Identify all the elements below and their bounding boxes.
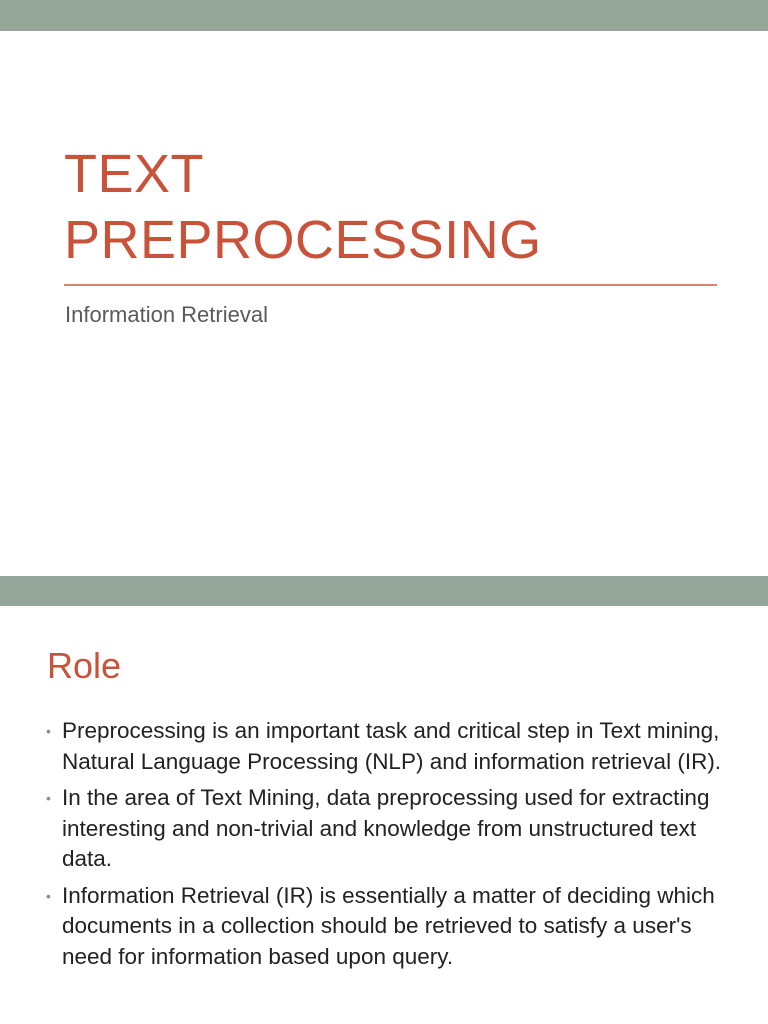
bullet-text: Information Retrieval (IR) is essentially a matter of deciding which documents in a collection should be retrieved to satisfy a user's need for information based upon query. [62,882,715,969]
slide-subtitle: Information Retrieval [65,302,268,327]
slide-separator-top [0,0,768,31]
slide-heading: Role [47,645,122,686]
slide-title-heading [64,141,542,273]
bullet-dot-icon: • [46,723,51,739]
bullet-item [46,881,736,973]
bullet-list [46,716,736,978]
title-line-1: TEXT [64,144,205,204]
bullet-dot-icon: • [46,887,51,904]
bullet-dot-icon: • [46,790,51,806]
title-underline [64,284,717,286]
bullet-text: In the area of Text Mining, data preprocessing used for extracting interesting and non-trivial and knowledge from unstructured text data. [62,785,710,871]
bullet-item [46,716,736,777]
title-line-2: PREPROCESSING [64,210,542,270]
bullet-text: Preprocessing is an important task and critical step in Text mining, Natural Language Processing (NLP) and information retrieval (IR). [62,718,722,774]
slide-title [0,31,768,576]
slide-separator [0,576,768,606]
bullet-item [46,783,736,875]
slide-role [0,606,768,1024]
